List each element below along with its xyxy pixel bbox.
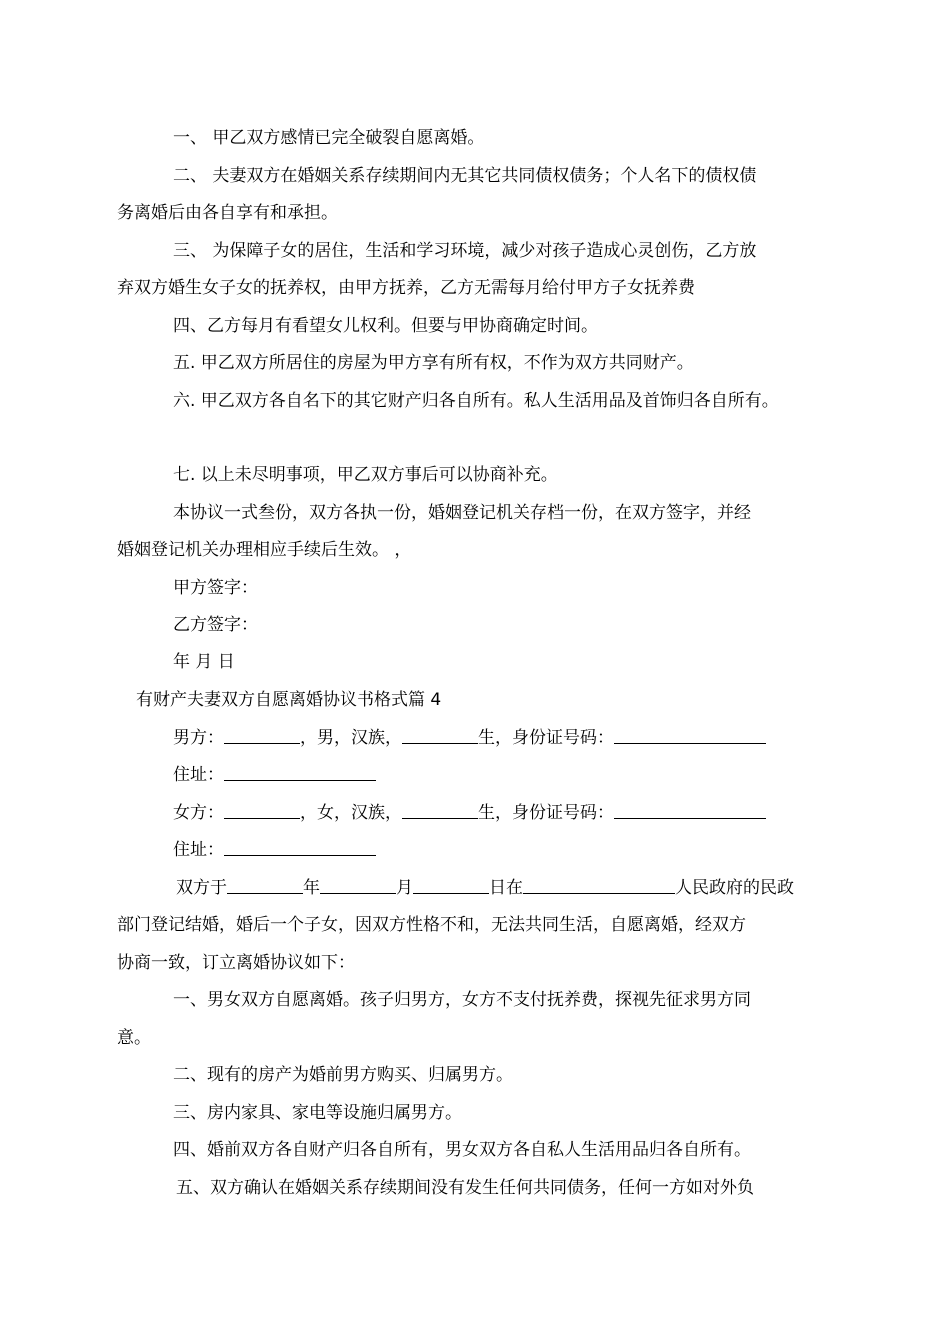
term-1-line-1: 一、男女双方自愿离婚。孩子归男方，女方不支付抚养费，探视先征求男方同 bbox=[173, 990, 751, 1010]
female-name-blank bbox=[224, 802, 300, 819]
clause-6: 六. 甲乙双方各自名下的其它财产归各自所有。私人生活用品及首饰归各自所有。 bbox=[173, 391, 779, 411]
male-address-label: 住址： bbox=[173, 765, 224, 785]
male-mid-text: ，男，汉族， bbox=[300, 728, 402, 748]
intro-month: 月 bbox=[396, 878, 413, 898]
party-b-signature: 乙方签字： bbox=[173, 615, 258, 635]
clause-4: 四、乙方每月有看望女儿权利。但要与甲协商确定时间。 bbox=[173, 316, 598, 336]
marriage-intro-line-1 bbox=[176, 876, 794, 900]
clause-7: 七. 以上未尽明事项，甲乙双方事后可以协商补充。 bbox=[173, 465, 558, 485]
clause-2-line-1: 二、 夫妻双方在婚姻关系存续期间内无其它共同债权债务；个人名下的债权债 bbox=[173, 166, 757, 186]
clause-3-line-1: 三、 为保障子女的居住，生活和学习环境，减少对孩子造成心灵创伤，乙方放 bbox=[173, 241, 757, 261]
male-info-line bbox=[173, 726, 766, 750]
marriage-intro-line-3: 协商一致，订立离婚协议如下： bbox=[117, 953, 355, 973]
signature-date: 年 月 日 bbox=[173, 652, 235, 672]
term-5: 五、双方确认在婚姻关系存续期间没有发生任何共同债务，任何一方如对外负 bbox=[176, 1178, 754, 1198]
male-address-line bbox=[173, 763, 376, 787]
male-address-blank bbox=[224, 764, 376, 781]
male-born-text: 生，身份证号码： bbox=[478, 728, 614, 748]
female-birth-blank bbox=[402, 802, 478, 819]
female-address-line bbox=[173, 838, 376, 862]
male-label: 男方： bbox=[173, 728, 224, 748]
clause-8-line-1: 本协议一式叁份，双方各执一份，婚姻登记机关存档一份，在双方签字，并经 bbox=[173, 503, 751, 523]
male-name-blank bbox=[224, 727, 300, 744]
intro-day: 日在 bbox=[489, 878, 523, 898]
female-address-label: 住址： bbox=[173, 840, 224, 860]
female-id-blank bbox=[614, 802, 766, 819]
female-address-blank bbox=[224, 839, 376, 856]
intro-year: 年 bbox=[303, 878, 320, 898]
female-born-text: 生，身份证号码： bbox=[478, 803, 614, 823]
female-mid-text: ，女，汉族， bbox=[300, 803, 402, 823]
female-info-line bbox=[173, 801, 766, 825]
term-2: 二、现有的房产为婚前男方购买、归属男方。 bbox=[173, 1065, 513, 1085]
marriage-intro-line-2: 部门登记结婚，婚后一个子女，因双方性格不和，无法共同生活，自愿离婚，经双方 bbox=[117, 915, 746, 935]
intro-end: 人民政府的民政 bbox=[675, 878, 794, 898]
term-3: 三、房内家具、家电等设施归属男方。 bbox=[173, 1103, 462, 1123]
term-1-line-2: 意。 bbox=[117, 1028, 151, 1048]
female-label: 女方： bbox=[173, 803, 224, 823]
intro-start: 双方于 bbox=[176, 878, 227, 898]
month-blank bbox=[320, 877, 396, 894]
clause-5: 五. 甲乙双方所居住的房屋为甲方享有所有权，不作为双方共同财产。 bbox=[173, 353, 694, 373]
clause-8-line-2: 婚姻登记机关办理相应手续后生效。 ， bbox=[117, 540, 412, 560]
section-title: 有财产夫妻双方自愿离婚协议书格式篇 4 bbox=[136, 690, 442, 710]
term-4: 四、婚前双方各自财产归各自所有，男女双方各自私人生活用品归各自所有。 bbox=[173, 1140, 751, 1160]
male-id-blank bbox=[614, 727, 766, 744]
day-blank bbox=[413, 877, 489, 894]
government-blank bbox=[523, 877, 675, 894]
party-a-signature: 甲方签字： bbox=[173, 578, 258, 598]
male-birth-blank bbox=[402, 727, 478, 744]
clause-3-line-2: 弃双方婚生女子女的抚养权，由甲方抚养，乙方无需每月给付甲方子女抚养费 bbox=[117, 278, 695, 298]
clause-2-line-2: 务离婚后由各自享有和承担。 bbox=[117, 203, 338, 223]
year-blank bbox=[227, 877, 303, 894]
clause-1: 一、 甲乙双方感情已完全破裂自愿离婚。 bbox=[173, 128, 485, 148]
